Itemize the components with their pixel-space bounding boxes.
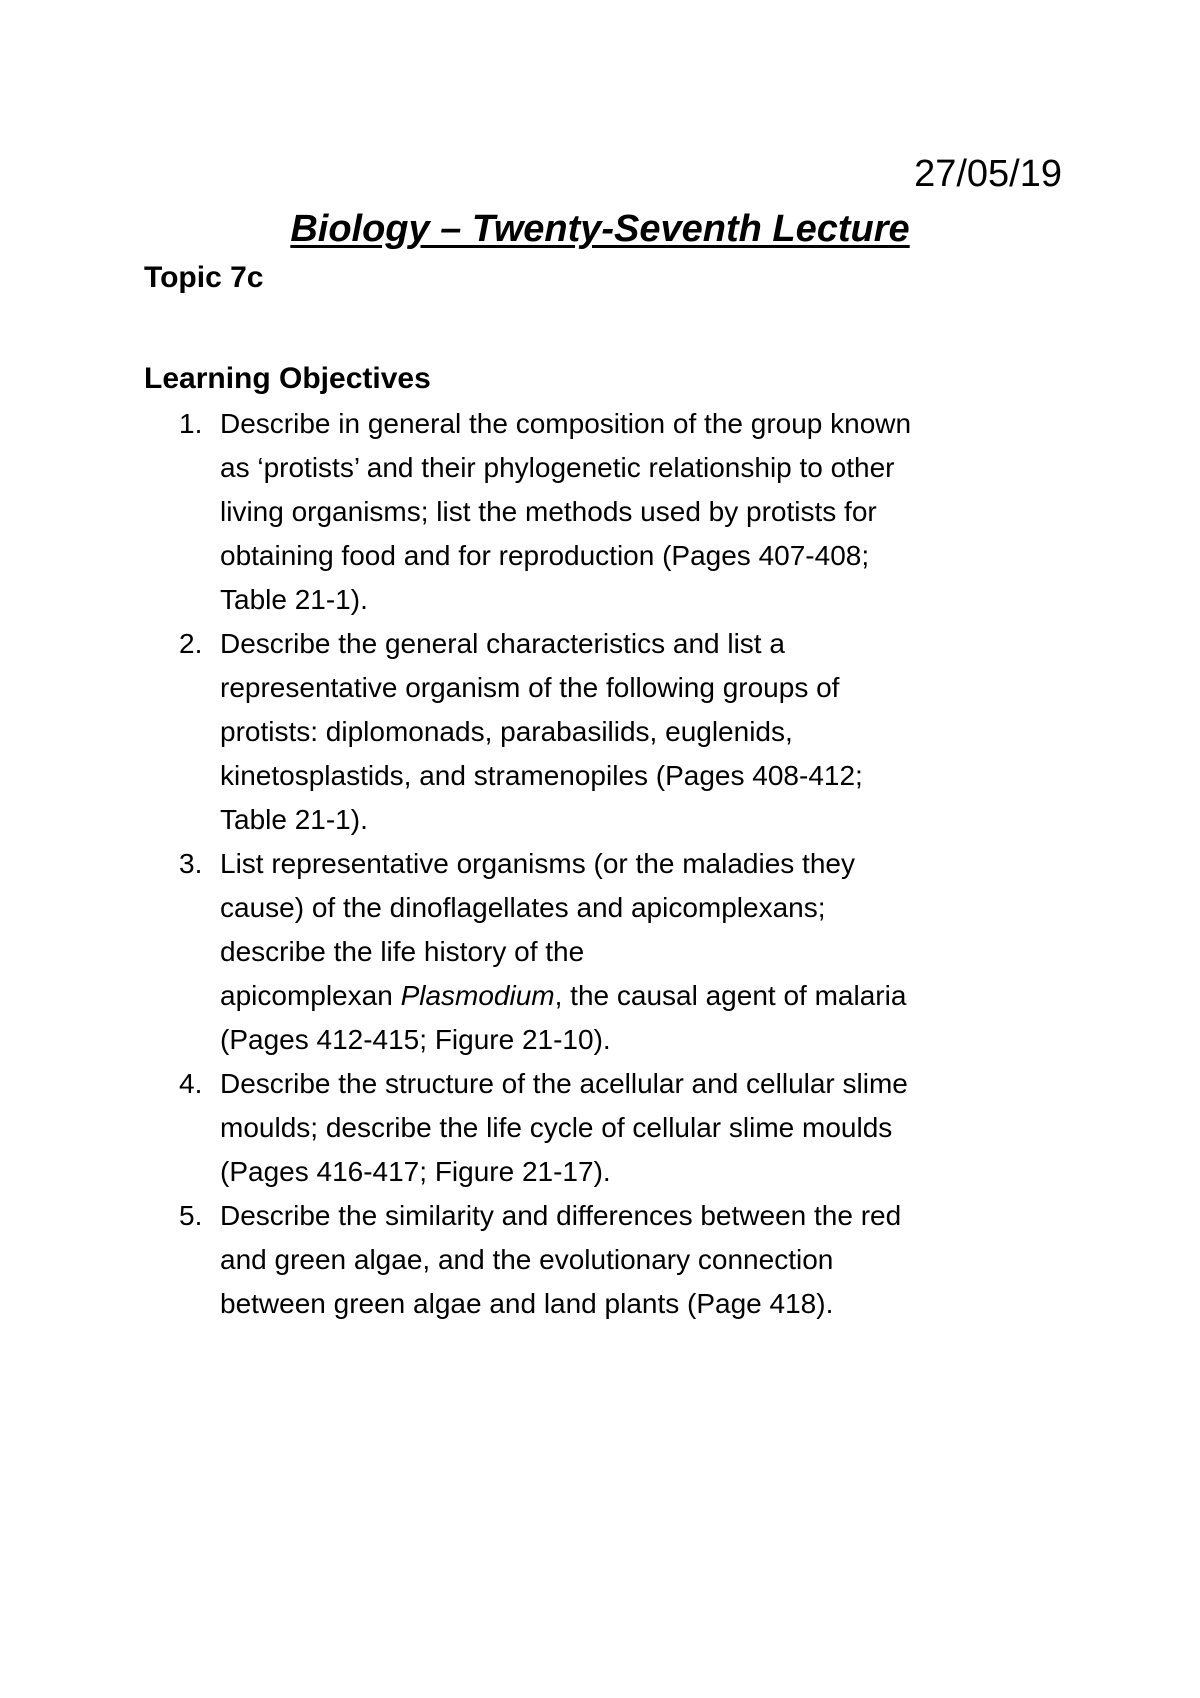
objective-number: 3. xyxy=(179,848,203,879)
objective-text: apicomplexan xyxy=(220,980,401,1011)
objective-line: protists: diplomonads, parabasilids, euglenids, xyxy=(220,716,793,747)
objective-4 xyxy=(144,1062,1084,1194)
objective-number: 2. xyxy=(179,628,203,659)
objective-line: between green algae and land plants (Page 418). xyxy=(220,1288,834,1319)
objective-line: living organisms; list the methods used by protists for xyxy=(220,496,877,527)
objective-line: Describe the structure of the acellular and cellular slime xyxy=(220,1068,908,1099)
learning-objectives-heading: Learning Objectives xyxy=(144,362,431,395)
objective-line: kinetosplastids, and stramenopiles (Pages 408-412; xyxy=(220,760,863,791)
objective-line: cause) of the dinoflagellates and apicomplexans; xyxy=(220,892,826,923)
objective-2 xyxy=(144,622,1084,842)
topic-label: Topic 7c xyxy=(144,261,264,294)
objective-line: Table 21-1). xyxy=(220,804,368,835)
lecture-title: Biology – Twenty-Seventh Lecture xyxy=(290,208,910,250)
objective-1 xyxy=(144,402,1084,622)
objective-number: 1. xyxy=(179,408,203,439)
species-name-italic: Plasmodium xyxy=(400,980,555,1011)
objective-line: Describe in general the composition of the group known xyxy=(220,408,912,439)
objective-line: describe the life history of the xyxy=(220,936,585,967)
objective-number: 5. xyxy=(179,1200,203,1231)
objective-line: Table 21-1). xyxy=(220,584,368,615)
objective-line: (Pages 412-415; Figure 21-10). xyxy=(220,1024,611,1055)
objectives-list xyxy=(144,402,1084,1326)
objective-line: and green algae, and the evolutionary connection xyxy=(220,1244,834,1275)
objective-line: moulds; describe the life cycle of cellular slime moulds xyxy=(220,1112,893,1143)
objective-3 xyxy=(144,842,1084,1062)
objective-line: obtaining food and for reproduction (Pages 407-408; xyxy=(220,540,870,571)
objective-number: 4. xyxy=(179,1068,203,1099)
objective-line: List representative organisms (or the maladies they xyxy=(220,848,855,879)
objective-line: representative organism of the following groups of xyxy=(220,672,840,703)
objective-line: (Pages 416-417; Figure 21-17). xyxy=(220,1156,611,1187)
objective-line xyxy=(220,974,1084,1018)
objective-line: as ‘protists’ and their phylogenetic relationship to other xyxy=(220,452,895,483)
lecture-date: 27/05/19 xyxy=(914,153,1062,195)
objective-line: Describe the general characteristics and list a xyxy=(220,628,785,659)
objective-text: , the causal agent of malaria xyxy=(554,980,907,1011)
objective-5 xyxy=(144,1194,1084,1326)
objective-line: Describe the similarity and differences between the red xyxy=(220,1200,902,1231)
